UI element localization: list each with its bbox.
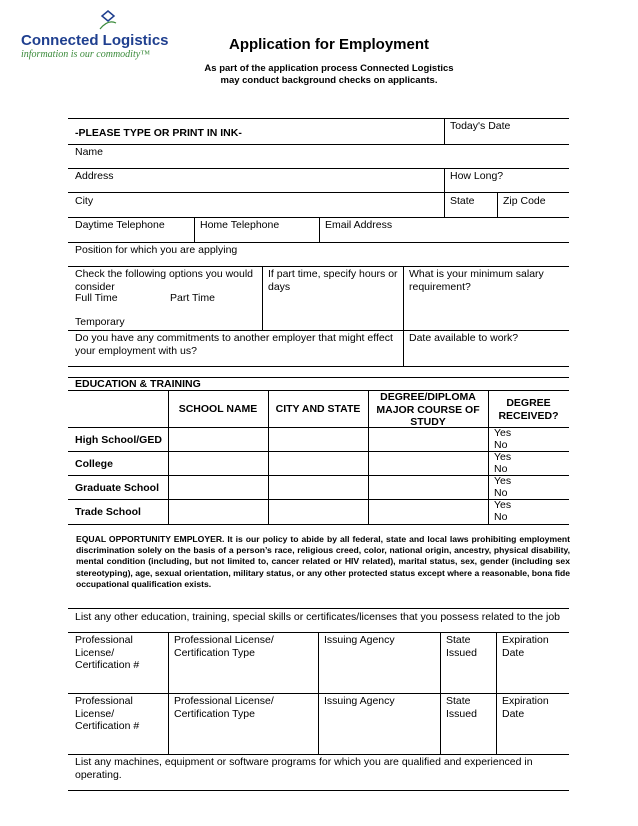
- expiration-date-field[interactable]: [502, 695, 549, 720]
- minimum-salary-line-1: What is your minimum salary: [409, 268, 544, 280]
- daytime-telephone-field[interactable]: Daytime Telephone: [75, 219, 165, 231]
- degree-yes-option[interactable]: Yes: [494, 499, 512, 511]
- position-field[interactable]: Position for which you are applying: [75, 244, 238, 256]
- state-issued-line-2: Issued: [446, 707, 477, 720]
- school-name-header: SCHOOL NAME: [178, 403, 258, 415]
- subtitle-line-1: As part of the application process Connected Logistics: [204, 63, 454, 74]
- rule: [319, 217, 320, 242]
- part-time-hours-line-2: days: [268, 280, 291, 293]
- degree-yes-option[interactable]: Yes: [494, 451, 512, 463]
- issuing-agency-field[interactable]: Issuing Agency: [324, 634, 395, 646]
- state-issued-line-1: State: [446, 695, 471, 707]
- certification-number-field[interactable]: [75, 634, 139, 672]
- expiration-date-line-2: Date: [502, 707, 525, 720]
- degree-major-header: [368, 391, 488, 429]
- rule: [68, 693, 569, 694]
- machines-equipment-field[interactable]: [75, 756, 533, 781]
- address-field[interactable]: Address: [75, 170, 114, 182]
- rule: [68, 192, 569, 193]
- certification-number-field[interactable]: [75, 695, 139, 733]
- degree-received-header: [488, 397, 569, 422]
- degree-no-option[interactable]: No: [494, 487, 508, 499]
- certification-label-line-3: Certification #: [75, 720, 140, 732]
- state-issued-line-2: Issued: [446, 646, 477, 659]
- education-row-label: High School/GED: [75, 434, 162, 446]
- rule: [68, 366, 569, 367]
- certification-type-line-2: Certification Type: [174, 646, 255, 659]
- education-row-label: Trade School: [75, 506, 141, 518]
- part-time-hours-line-1: If part time, specify hours or: [268, 268, 398, 280]
- how-long-field[interactable]: How Long?: [450, 170, 504, 182]
- city-state-header: CITY AND STATE: [275, 403, 361, 415]
- minimum-salary-line-2: requirement?: [409, 280, 471, 293]
- degree-major-header-line-3: STUDY: [410, 416, 446, 428]
- part-time-option[interactable]: Part Time: [170, 292, 215, 304]
- degree-no-option[interactable]: No: [494, 511, 508, 523]
- city-field[interactable]: City: [75, 195, 94, 207]
- certification-label-line-1: Professional: [75, 634, 133, 646]
- home-telephone-field[interactable]: Home Telephone: [200, 219, 280, 231]
- rule: [262, 266, 263, 330]
- expiration-date-line-1: Expiration: [502, 634, 549, 646]
- rule: [403, 266, 404, 366]
- rule: [68, 754, 569, 755]
- rule: [68, 390, 569, 391]
- company-logo-tagline: information is our commodity™: [21, 49, 150, 60]
- equal-opportunity-statement: EQUAL OPPORTUNITY EMPLOYER. It is our policy to abide by all federal, state and local laws prohibiting employment discrimination solely on the basis of a person’s race, religious creed, color, national origin, ancestry, physical disability, mental condition (including, but not limited to, cancer related or HIV related), marital status, sex, gender (including sex stereotyping), age, sexual orientation, military status, or any other protected status except where a reasonable, bona fide occupational qualification exists.: [76, 534, 570, 589]
- commitments-field[interactable]: [75, 332, 393, 357]
- temporary-option[interactable]: Temporary: [75, 316, 125, 328]
- work-options-line-1: Check the following options you would: [75, 268, 254, 280]
- education-row-label: College: [75, 458, 113, 470]
- print-instruction: -PLEASE TYPE OR PRINT IN INK-: [75, 127, 242, 139]
- certification-type-line-1: Professional License/: [174, 695, 274, 707]
- company-logo-name: Connected Logistics: [21, 32, 169, 49]
- full-time-option[interactable]: Full Time: [75, 292, 118, 304]
- rule: [68, 524, 569, 525]
- state-field[interactable]: State: [450, 195, 475, 207]
- subtitle-line-2: may conduct background checks on applicants.: [220, 74, 438, 86]
- rule: [68, 330, 569, 331]
- issuing-agency-field[interactable]: Issuing Agency: [324, 695, 395, 707]
- expiration-date-line-1: Expiration: [502, 695, 549, 707]
- degree-yes-option[interactable]: Yes: [494, 475, 512, 487]
- degree-no-option[interactable]: No: [494, 463, 508, 475]
- certification-label-line-2: License/: [75, 707, 115, 720]
- rule: [194, 217, 195, 242]
- certification-type-line-2: Certification Type: [174, 707, 255, 720]
- name-field[interactable]: Name: [75, 146, 104, 158]
- other-education-field[interactable]: List any other education, training, special skills or certificates/licenses that you possess related to the job: [75, 611, 561, 623]
- certification-label-line-3: Certification #: [75, 659, 140, 671]
- machines-line-1: List any machines, equipment or software programs for which you are qualified and experienced in: [75, 756, 533, 768]
- page-subtitle: [0, 63, 638, 86]
- rule: [68, 118, 569, 119]
- degree-no-option[interactable]: No: [494, 439, 508, 451]
- degree-received-header-line-1: DEGREE: [506, 397, 551, 409]
- degree-major-header-line-2: MAJOR COURSE OF: [376, 403, 480, 416]
- rule: [68, 168, 569, 169]
- certification-label-line-2: License/: [75, 646, 115, 659]
- certification-type-field[interactable]: [174, 634, 274, 659]
- state-issued-field[interactable]: [446, 695, 477, 720]
- state-issued-line-1: State: [446, 634, 471, 646]
- state-issued-field[interactable]: [446, 634, 477, 659]
- degree-received-header-line-2: RECEIVED?: [498, 409, 559, 422]
- rule: [68, 266, 569, 267]
- certification-type-line-1: Professional License/: [174, 634, 274, 646]
- expiration-date-field[interactable]: [502, 634, 549, 659]
- work-options-label: [75, 268, 253, 293]
- degree-major-header-line-1: DEGREE/DIPLOMA: [380, 391, 476, 403]
- part-time-hours-field[interactable]: [268, 268, 398, 293]
- commitments-line-1: Do you have any commitments to another employer that might effect: [75, 332, 393, 344]
- email-address-field[interactable]: Email Address: [325, 219, 393, 231]
- zip-code-field[interactable]: Zip Code: [503, 195, 546, 207]
- certification-type-field[interactable]: [174, 695, 274, 720]
- work-options-line-2: consider: [75, 280, 115, 293]
- page-title: Application for Employment: [228, 36, 429, 53]
- education-heading: EDUCATION & TRAINING: [75, 378, 201, 390]
- date-available-field[interactable]: Date available to work?: [409, 332, 519, 344]
- rule: [68, 242, 569, 243]
- todays-date-field[interactable]: Today's Date: [450, 120, 511, 132]
- rule: [68, 608, 569, 609]
- expiration-date-line-2: Date: [502, 646, 525, 659]
- certification-label-line-1: Professional: [75, 695, 133, 707]
- commitments-line-2: your employment with us?: [75, 344, 197, 357]
- rule: [497, 192, 498, 217]
- rule: [68, 790, 569, 791]
- rule: [68, 144, 569, 145]
- rule: [444, 118, 445, 144]
- machines-line-2: operating.: [75, 768, 122, 781]
- minimum-salary-field[interactable]: [409, 268, 544, 293]
- education-row-label: Graduate School: [75, 482, 160, 494]
- degree-yes-option[interactable]: Yes: [494, 427, 512, 439]
